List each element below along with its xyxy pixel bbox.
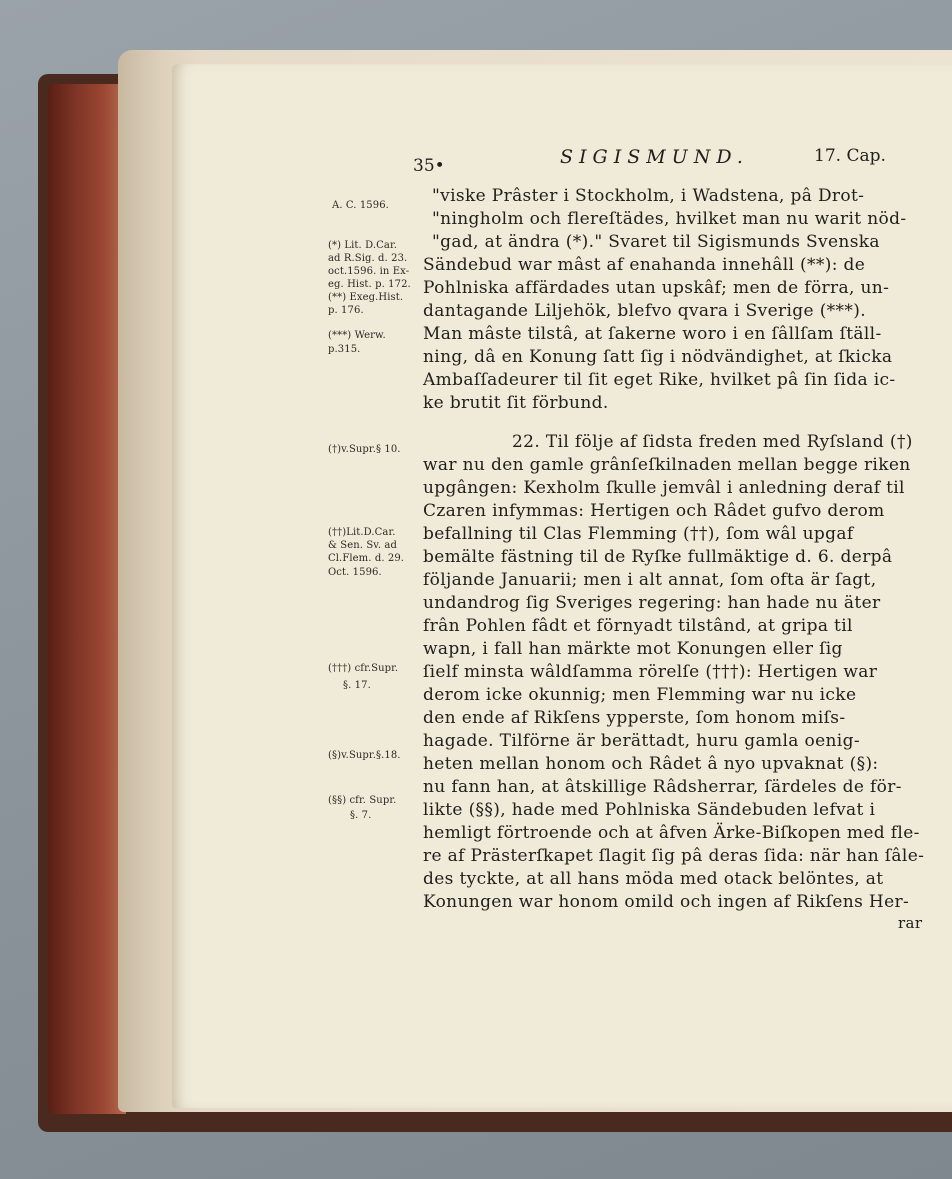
text-line: följande Januarii; men i alt annat, ſom ofta är ſagt, <box>423 570 877 590</box>
chapter-label: 17. Cap. <box>814 146 886 166</box>
text-line: derom icke okunnig; men Flemming war nu icke <box>423 685 857 705</box>
catchword: rar <box>898 914 923 932</box>
running-title: SIGISMUND. <box>560 146 749 168</box>
text-line: den ende af Rikſens ypperste, ſom honom miſs- <box>423 708 846 728</box>
margin-note: ad R.Sig. d. 23. <box>328 253 408 264</box>
page-edges <box>48 84 126 1114</box>
margin-note: (†)v.Supr.§ 10. <box>328 444 401 455</box>
text-line: likte (§§), hade med Pohlniska Sändebuden lefvat i <box>423 800 876 820</box>
text-line: undandrog ſig Sveriges regering: han hade nu äter <box>423 593 881 613</box>
text-line: 22. Til följe af ſidsta freden med Ryſsland (†) <box>512 432 913 452</box>
text-line: Czaren infymmas: Hertigen och Râdet gufvo derom <box>423 501 885 521</box>
text-line: "viske Prâster i Stockholm, i Wadstena, pâ Drot- <box>432 186 865 206</box>
text-line: ke brutit ſit förbund. <box>423 393 609 413</box>
margin-note: p. 176. <box>328 305 364 316</box>
margin-note: (*) Lit. D.Car. <box>328 240 398 251</box>
text-line: Sändebud war mâst af enahanda innehâll (**): de <box>423 255 866 275</box>
text-line: hagade. Tilförne är berättadt, huru gamla oenig- <box>423 731 860 751</box>
margin-note: (**) Exeg.Hist. <box>328 292 404 303</box>
text-line: hemligt förtroende och at âfven Ärke-Biſkopen med fle- <box>423 823 920 843</box>
margin-note: p.315. <box>328 344 361 355</box>
text-line: befallning til Clas Flemming (††), ſom wâl upgaf <box>423 524 854 544</box>
text-line: Ambaſſadeurer til ſit eget Rike, hvilket pâ ſin ſida ic- <box>423 370 896 390</box>
text-line: wapn, i fall han märkte mot Konungen eller ſig <box>423 639 843 659</box>
text-line: "ningholm och flereſtädes, hvilket man nu warit nöd- <box>432 209 907 229</box>
margin-note: §. 17. <box>343 680 371 691</box>
margin-note: oct.1596. in Ex- <box>328 266 410 277</box>
text-line: dantagande Liljehök, blefvo qvara i Sverige (***). <box>423 301 866 321</box>
margin-note: A. C. 1596. <box>332 200 389 211</box>
text-line: war nu den gamle grânſeſkilnaden mellan begge riken <box>423 455 911 475</box>
text-line: des tyckte, at all hans möda med otack belöntes, at <box>423 869 884 889</box>
margin-note: (§)v.Supr.§.18. <box>328 750 401 761</box>
text-line: "gad, at ändra (*)." Svaret til Sigismunds Svenska <box>432 232 880 252</box>
text-line: nu fann han, at âtskillige Râdsherrar, ſärdeles de för- <box>423 777 902 797</box>
page-number: 35• <box>413 156 445 176</box>
text-line: Pohlniska affärdades utan upskâf; men de förra, un- <box>423 278 890 298</box>
margin-note: §. 7. <box>350 810 372 821</box>
text-line: upgângen: Kexholm ſkulle jemvâl i anledning deraf til <box>423 478 905 498</box>
margin-note: eg. Hist. p. 172. <box>328 279 411 290</box>
margin-note: (§§) cfr. Supr. <box>328 795 397 806</box>
text-line: Konungen war honom omild och ingen af Rikſens Her- <box>423 892 910 912</box>
margin-note: Cl.Flem. d. 29. <box>328 553 405 564</box>
text-line: bemälte fästning til de Ryſke fullmäktige d. 6. derpâ <box>423 547 893 567</box>
text-line: ning, dâ en Konung ſatt ſig i nödvändighet, at ſkicka <box>423 347 893 367</box>
text-line: Man mâste tilstâ, at ſakerne woro i en ſâllſam ſtäll- <box>423 324 882 344</box>
margin-note: Oct. 1596. <box>328 567 382 578</box>
text-line: re af Prästerſkapet ſlagit ſig pâ deras ſida: när han ſâle- <box>423 846 925 866</box>
margin-note: & Sen. Sv. ad <box>328 540 397 551</box>
text-line: heten mellan honom och Râdet â nyo upvaknat (§): <box>423 754 879 774</box>
margin-note: (††)Lit.D.Car. <box>328 527 396 538</box>
margin-note: (***) Werw. <box>328 330 386 341</box>
text-line: frân Pohlen fâdt et förnyadt tilstând, at gripa til <box>423 616 853 636</box>
margin-note: (†††) cfr.Supr. <box>328 663 399 674</box>
text-line: ſielf minsta wâldſamma rörelſe (†††): Hertigen war <box>423 662 878 682</box>
